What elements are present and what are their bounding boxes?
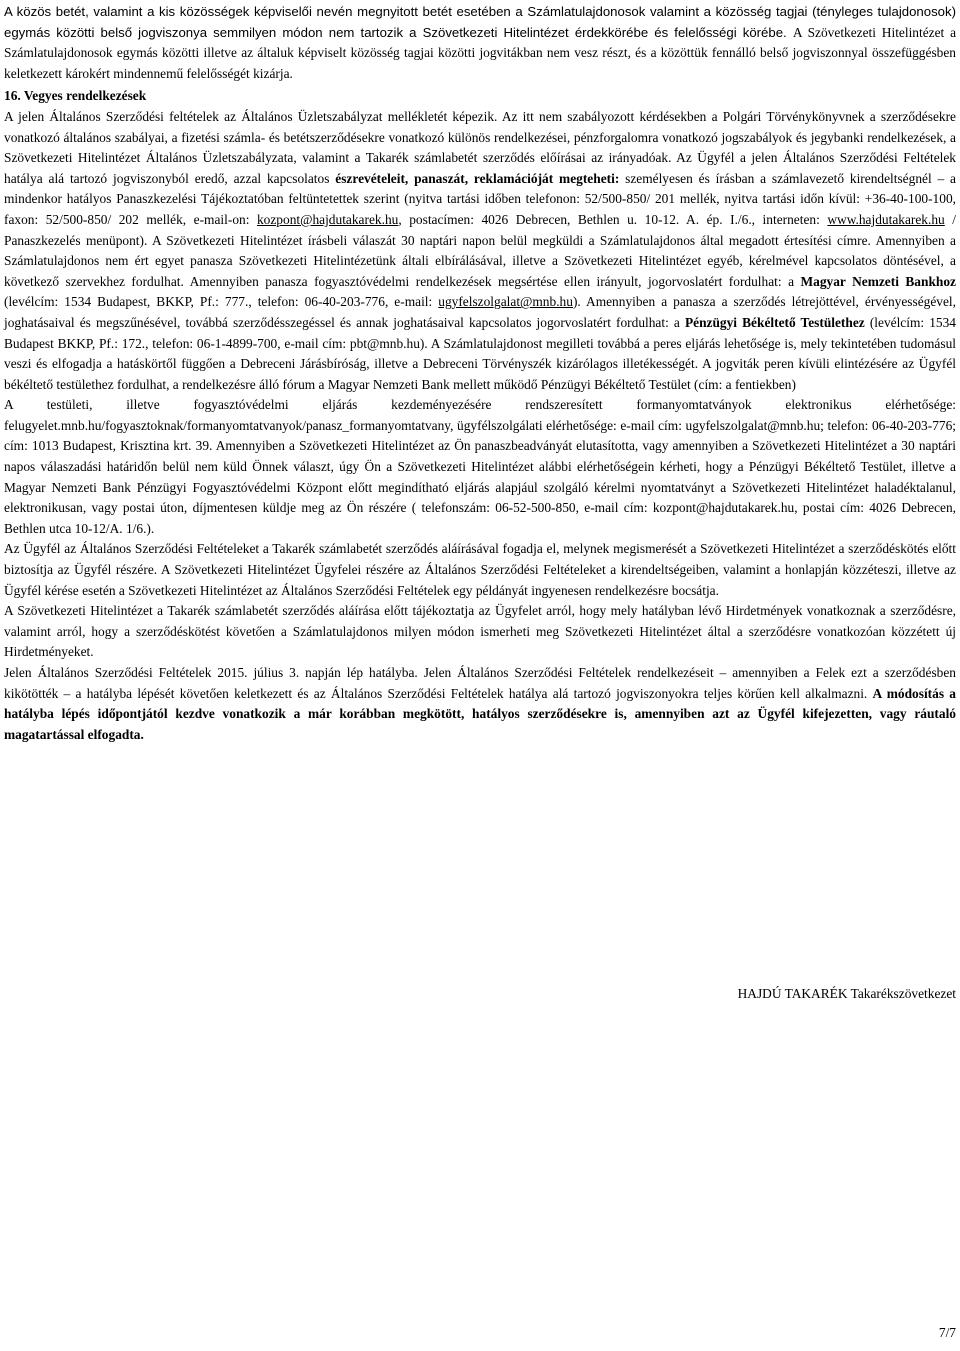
email-link-mnb[interactable]: ugyfelszolgalat@mnb.hu bbox=[438, 294, 573, 310]
email-link-kozpont[interactable]: kozpont@hajdutakarek.hu bbox=[256, 211, 399, 227]
document-page bbox=[4, 2, 956, 745]
p1-text-d: / Panaszkezelés menüpont). A Szövetkezeti Hitelintézet írásbeli válaszát 30 naptári napon belül megküldi a Számlatulajdonos által megadott értesítési címre. Amennyiben a Számlatulajdonos nem ért egyet panasza Szövetkezeti Hitelintézetünk általi elbírálásával, illetve a Szövetkezeti Hitelintézet egyéb, kérelmével kapcsolatos döntésével, a következő szervekhez fordulhat. Amennyiben panasza fogyasztóvédelmi rendelkezések megsértése ellen irányult, jogorvoslatért fordulhat: a bbox=[4, 211, 956, 289]
page-number: 7/7 bbox=[938, 1325, 956, 1340]
p1-text-a: A jelen Általános Szerződési feltételek az Általános Üzletszabályzat mellékletét képezik. Az itt nem szabályozott kérdésekben a Polgári Törvénykönyvnek a szerződésekre vonatkozó általános szabályai, a fizetési számla- és betétszerződésekre vonatkozó különös rendelkezései, pénzforgalomra vonatkozó jogszabályok és jegybanki rendelkezések, a Szövetkezeti Hitelintézet Általános Üzletszabályzata, valamint a Takarék számlabetét szerződés előírásai az irányadóak. Az Ügyfél a jelen Általános Szerződési Feltételek hatálya alá tartozó jogviszonyból eredő, azzal kapcsolatos bbox=[4, 108, 956, 186]
p1-text-f: ). Amennyiben a panasza a szerződés létrejöttével, érvényességével, joghatásaival és megszűnésével, továbbá szerződésszegéssel és annak joghatásaival kapcsolatos jogorvoslatért fordulhat: a bbox=[4, 294, 956, 330]
p1-text-b: személyesen és írásban a számlavezető kirendeltségnél – a mindenkor hatályos Panaszkezelési Tájékoztatóban feltüntetettek szerint (nyitva tartási időben telefonon: 52/500-850/ 201 mellék, nyitva tartási időn kívül: +36-40-100-100, faxon: 52/500-850/ 202 mellék, e-mail-on: bbox=[4, 170, 957, 227]
p1-text-e: (levélcím: 1534 Budapest, BKKP, Pf.: 777., telefon: 06-40-203-776, e-mail: bbox=[4, 294, 439, 310]
intro-sans-text: A közös betét, valamint a kis közösségek képviselői nevén megnyitott betét esetében a Számlatulajdonosok valamint a közösség tagjai (tényleges tulajdonosok) egymás közötti belső jogviszonya semmilyen módon nem tartozik a Szövetkezeti Hitelintézet érdekkörébe és felelősségi körébe. bbox=[4, 4, 956, 40]
signature: HAJDÚ TAKARÉK Takarékszövetkezet bbox=[737, 986, 956, 1001]
website-link[interactable]: www.hajdutakarek.hu bbox=[827, 211, 945, 227]
p5-text: Jelen Általános Szerződési Feltételek 2015. július 3. napján lép hatályba. Jelen Általános Szerződési Feltételek rendelkezéseit – amennyiben a Felek ezt a szerződésben kikötötték – a hatályba lépését követően keletkezett és az Általános Szerződési Feltételek hatálya alá tartozó jogviszonyokra teljes körűen kell alkalmazni. bbox=[4, 665, 956, 701]
p1-bold-mnb: Magyar Nemzeti Bankhoz bbox=[800, 273, 956, 289]
p1-text-c: , postacímen: 4026 Debrecen, Bethlen u. 10-12. A. ép. I./6., interneten: bbox=[398, 211, 828, 227]
body-paragraph-5 bbox=[4, 663, 956, 745]
p1-text-g: (levélcím: 1534 Budapest BKKP, Pf.: 172., telefon: 06-1-4899-700, e-mail cím: pbt@mnb.hu). A Számlatulajdonost megilleti továbbá a peres eljárás lehetősége is, mely tekintetében tudomásul veszi és elfogadja a hatáskörtől függően a Debreceni Járásbíróság, illetve a Debreceni Törvényszék kizárólagos illetékességét. A jogviták peren kívüli elintézésére az Ügyfél békéltető testülethez fordulhat, a rendelkezésre álló fórum a Magyar Nemzeti Bank mellett működő Pénzügyi Békéltető Testület (cím: a fentiekben) bbox=[4, 314, 956, 392]
body-paragraph-4: A Szövetkezeti Hitelintézet a Takarék számlabetét szerződés aláírása előtt tájékoztatja az Ügyfelet arról, hogy mely hatályban lévő Hirdetmények vonatkoznak a szerződésre, valamint arról, hogy a szerződéskötést követően a Számlatulajdonos milyen módon ismerheti meg Szövetkezeti Hitelintézet által a szerződésre vonatkozóan közzétett új Hirdetményeket. bbox=[4, 603, 956, 660]
intro-serif-text: A Szövetkezeti Hitelintézet a Számlatulajdonosok egymás közötti illetve az általuk képviselt közösség tagjai közötti jogvitákban nem vesz részt, és a közöttük fennálló belső jogviszonnyal összefüggésben keletkezett károkért mindennemű felelősségét kizárja. bbox=[4, 24, 957, 81]
section-heading: 16. Vegyes rendelkezések bbox=[4, 88, 147, 104]
p5-bold-text: A módosítás a hatályba lépés időpontjától kezdve vonatkozik a már korábban megkötött, hatályos szerződésekre is, amennyiben azt az Ügyfél kifejezetten, vagy ráutaló magatartással elfogadta. bbox=[4, 685, 956, 742]
body-paragraph-2: A testületi, illetve fogyasztóvédelmi eljárás kezdeményezésére rendszeresített formanyomtatványok elektronikus elérhetősége: felugyelet.mnb.hu/fogyasztoknak/formanyomtatvanyok/panasz_formanyomtatvany, ügyfélszolgálati elérhetősége: e-mail cím: ugyfelszolgalat@mnb.hu; telefon: 06-40-203-776; cím: 1013 Budapest, Krisztina krt. 39. Amennyiben a Szövetkezeti Hitelintézet az Ön panaszbeadványát elutasította, vagy amennyiben a Szövetkezeti Hitelintézet a 30 naptári napos válaszadási határidőn belül nem küld Önnek választ, úgy Ön a Szövetkezeti Hitelintézet alábbi elérhetőségein kérheti, hogy a Pénzügyi Békéltető Testület, illetve a Magyar Nemzeti Bank Pénzügyi Fogyasztóvédelmi Központ előtt megindítható eljárás alapjául szolgáló kérelmi nyomtatványt a Szövetkezeti Hitelintézet haladéktalanul, elektronikusan, vagy postai úton, díjmentesen küldje meg az Ön részére ( telefonszám: 06-52-500-850, e-mail cím: kozpont@hajdutakarek.hu, postai cím: 4026 Debrecen, Bethlen utca 10-12/A. 1/6.). bbox=[4, 397, 956, 536]
p1-bold-complaint: észrevételeit, panaszát, reklamációját megteheti: bbox=[335, 170, 620, 186]
intro-paragraph bbox=[4, 2, 956, 84]
p1-bold-pbt: Pénzügyi Békéltető Testülethez bbox=[684, 314, 865, 330]
body-paragraph-3: Az Ügyfél az Általános Szerződési Feltételeket a Takarék számlabetét szerződés aláírásával fogadja el, melynek megismerését a Szövetkezeti Hitelintézet a szerződéskötés előtt biztosítja az Ügyfél részére. A Szövetkezeti Hitelintézet Ügyfelei részére az Általános Szerződési Feltételeket a kirendeltségeiben, valamint a honlapján közzéteszi, illetve az Ügyfél kérése esetén a Szövetkezeti Hitelintézet az Általános Szerződési Feltételek egy példányát ingyenesen rendelkezésre bocsátja. bbox=[4, 541, 956, 598]
body-paragraph-1 bbox=[4, 107, 956, 395]
